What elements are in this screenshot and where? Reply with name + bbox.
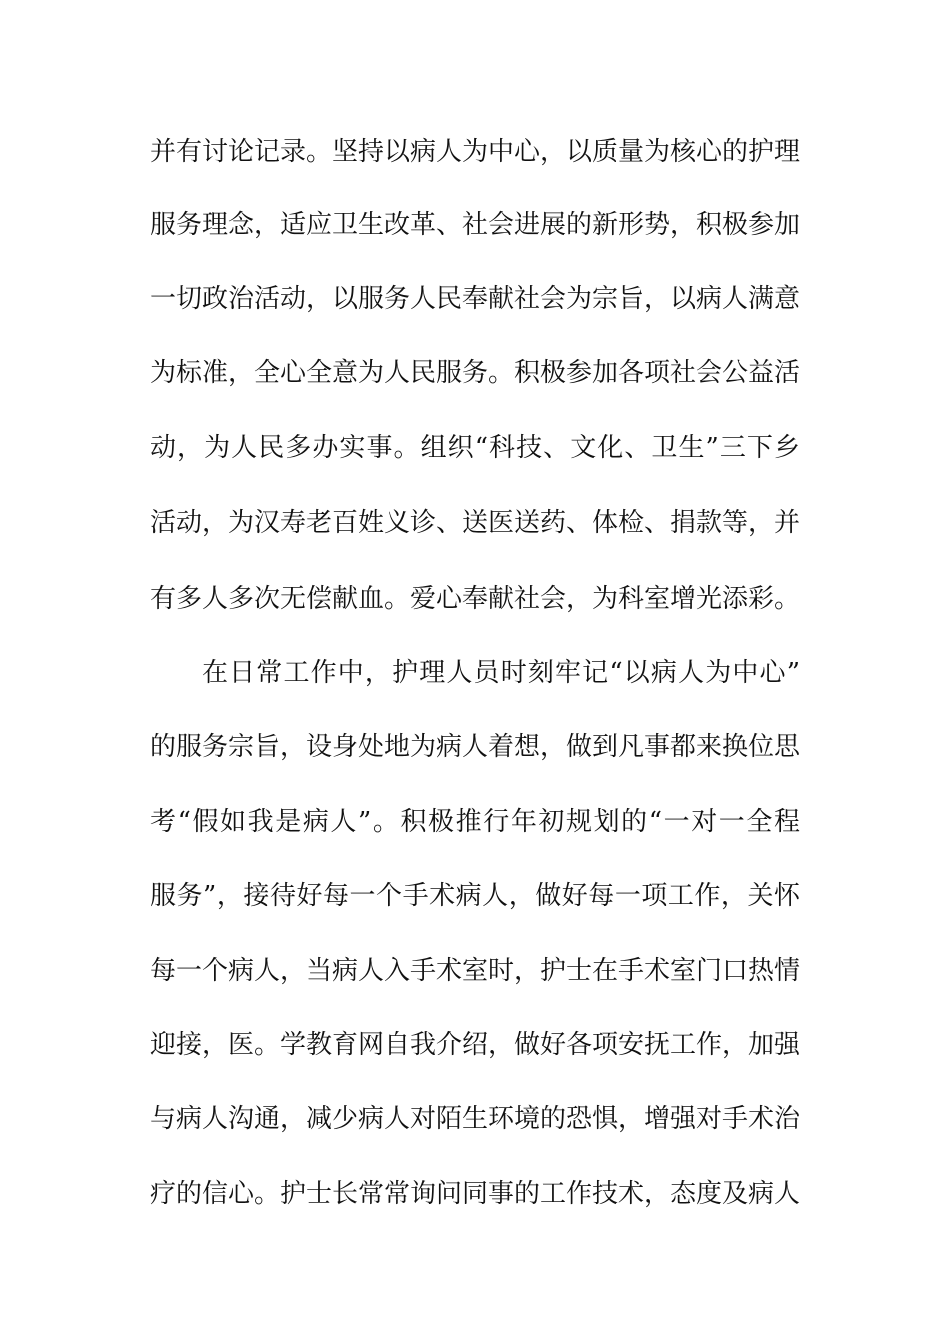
paragraph-line: 考“假如我是病人”。积极推行年初规划的“一对一全程 [150,807,800,837]
paragraph-line: 疗的信心。护士长常常询问同事的工作技术，态度及病人 [150,1179,801,1209]
paragraph-line: 为标准，全心全意为人民服务。积极参加各项社会公益活 [150,358,801,388]
paragraph-line: 服务理念，适应卫生改革、社会进展的新形势，积极参加 [150,210,801,240]
paragraph-line: 与病人沟通，减少病人对陌生环境的恐惧，增强对手术治 [150,1104,801,1134]
paragraph-line: 活动，为汉寿老百姓义诊、送医送药、体检、捐款等，并 [150,508,801,538]
paragraph-line: 动，为人民多办实事。组织“科技、文化、卫生”三下乡 [150,433,800,463]
paragraph-line: 迎接，医。学教育网自我介绍，做好各项安抚工作，加强 [150,1030,801,1060]
paragraph-line: 一切政治活动，以服务人民奉献社会为宗旨，以病人满意 [150,284,801,314]
paragraph-line: 服务”，接待好每一个手术病人，做好每一项工作，关怀 [150,881,800,911]
paragraph-line: 有多人多次无偿献血。爱心奉献社会，为科室增光添彩。 [150,584,801,614]
paragraph-line: 每一个病人，当病人入手术室时，护士在手术室门口热情 [150,956,801,986]
paragraph-first-line: 在日常工作中，护理人员时刻牢记“以病人为中心” [202,658,800,688]
paragraph-line: 并有讨论记录。坚持以病人为中心，以质量为核心的护理 [150,137,801,167]
paragraph-line: 的服务宗旨，设身处地为病人着想，做到凡事都来换位思 [150,732,801,762]
